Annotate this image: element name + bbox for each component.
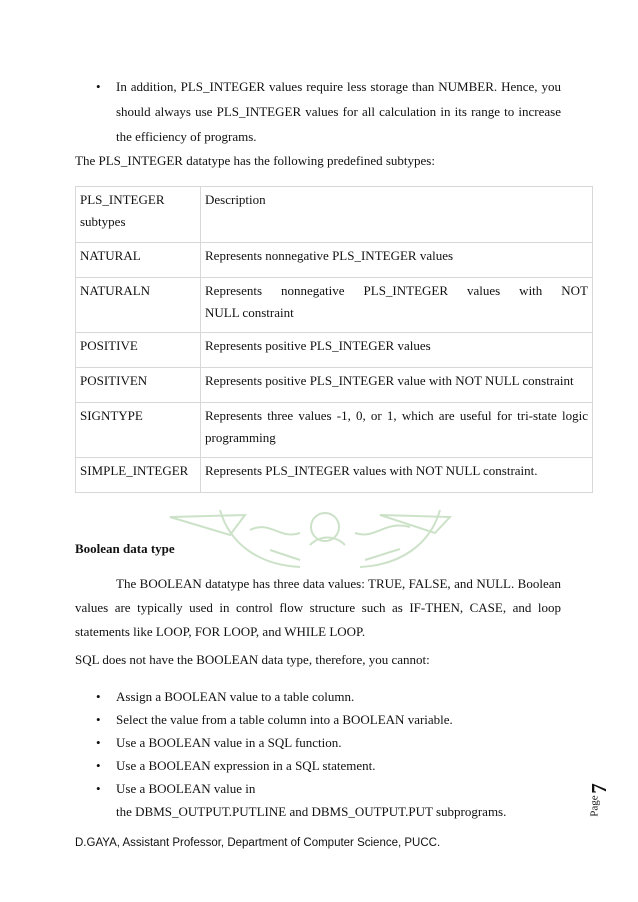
section-heading: Boolean data type [75, 541, 175, 556]
subtype-cell: NATURAL [76, 243, 201, 278]
page-number: 7 [586, 783, 611, 794]
table-row [76, 458, 593, 493]
list-item: • Assign a BOOLEAN value to a table column. [75, 685, 565, 708]
description-cell: Represents three values -1, 0, or 1, which are useful for tri-state logic programming [201, 403, 593, 458]
list-item: • Use a BOOLEAN value in a SQL function. [75, 731, 565, 754]
subtype-cell: POSITIVEN [76, 368, 201, 403]
page-number-label [586, 778, 616, 834]
college-emblem-watermark [150, 505, 510, 575]
table-row [76, 278, 593, 333]
subtypes-intro: The PLS_INTEGER datatype has the following predefined subtypes: [75, 153, 435, 168]
table-header-row [76, 187, 593, 243]
table-row [76, 403, 593, 458]
list-item: • Use a BOOLEAN expression in a SQL statement. [75, 754, 565, 777]
subtype-cell: SIGNTYPE [76, 403, 201, 458]
header-cell-subtype: PLS_INTEGER subtypes [76, 187, 201, 243]
paragraph-text: The BOOLEAN datatype has three data values: TRUE, FALSE, and NULL. Boolean values are typically used in control flow structure such as IF-THEN, CASE, and loop statements like LOOP, FOR LOOP, and WHILE LOOP. [75, 576, 561, 639]
list-item-line-1: Use a BOOLEAN value in [116, 781, 256, 796]
list-item: • In addition, PLS_INTEGER values require less storage than NUMBER. Hence, you should always use PLS_INTEGER values for all calculation in its range to increase the efficiency of programs. [75, 74, 561, 149]
subtypes-table [75, 186, 593, 493]
table-row [76, 368, 593, 403]
description-cell: Represents positive PLS_INTEGER values [201, 333, 593, 368]
header-cell-description: Description [201, 187, 593, 243]
list-item-line-2: the DBMS_OUTPUT.PUTLINE and DBMS_OUTPUT.PUT subprograms. [116, 804, 507, 819]
subtype-cell: NATURALN [76, 278, 201, 333]
table-row [76, 243, 593, 278]
sql-intro: SQL does not have the BOOLEAN data type, therefore, you cannot: [75, 652, 430, 667]
description-cell: Represents nonnegative PLS_INTEGER values [201, 243, 593, 278]
list-item: • Select the value from a table column into a BOOLEAN variable. [75, 708, 565, 731]
pls-integer-bullet-list [75, 74, 561, 149]
description-line-2: NULL constraint [205, 305, 294, 320]
description-cell: Represents PLS_INTEGER values with NOT NULL constraint. [201, 458, 593, 493]
boolean-paragraph [75, 572, 561, 644]
description-line-1: Represents nonnegative PLS_INTEGER values with NOT [205, 283, 588, 298]
subtype-cell: SIMPLE_INTEGER [76, 458, 201, 493]
page-word: Page [588, 795, 601, 817]
list-item [75, 777, 565, 823]
description-cell: Represents positive PLS_INTEGER value with NOT NULL constraint [201, 368, 593, 403]
table-row [76, 333, 593, 368]
description-cell [201, 278, 593, 333]
boolean-restrictions-list [75, 685, 565, 823]
footer-credit: D.GAYA, Assistant Professor, Department of Computer Science, PUCC. [75, 837, 441, 849]
subtype-cell: POSITIVE [76, 333, 201, 368]
